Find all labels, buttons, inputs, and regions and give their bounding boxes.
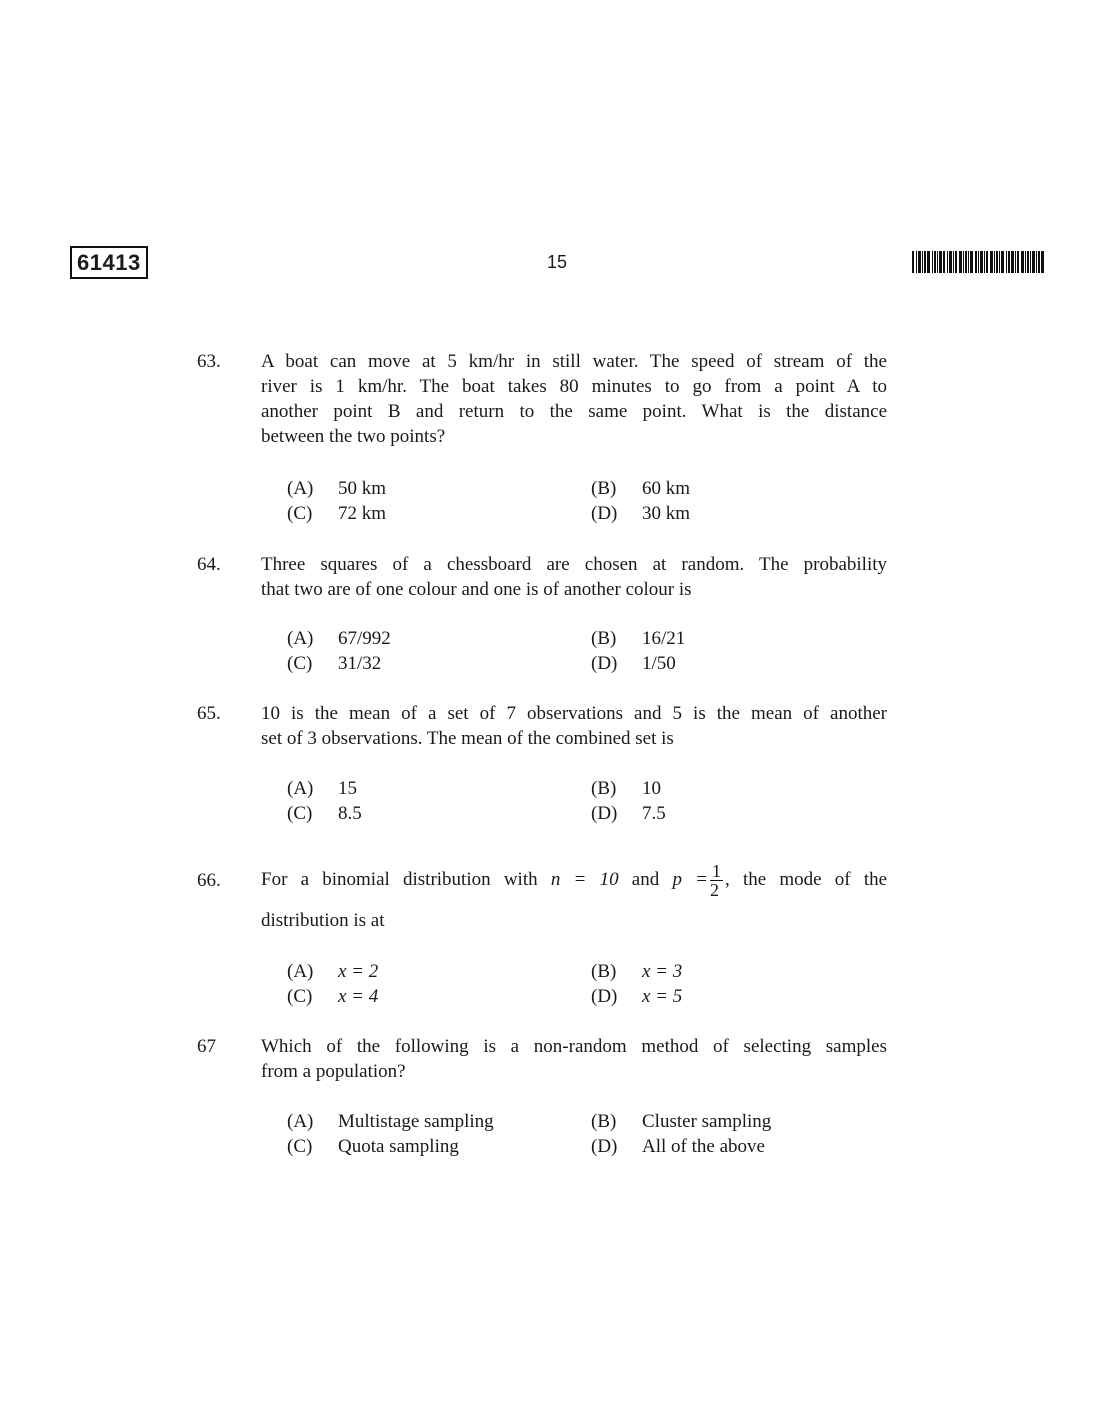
option-b [591, 626, 685, 651]
option-label: (C) [287, 803, 313, 824]
option-d [591, 984, 682, 1009]
question-text [261, 850, 887, 910]
option-label: (C) [287, 503, 313, 524]
question-text [261, 552, 887, 602]
option-label: (B) [591, 1111, 617, 1132]
option-c [287, 801, 362, 826]
option-label: (D) [591, 503, 618, 524]
option-c [287, 651, 381, 676]
question-number: 63. [197, 351, 221, 372]
option-label: (C) [287, 653, 313, 674]
paper-code-box: 61413 [70, 246, 148, 279]
question-line: A boat can move at 5 km/hr in still water. The speed of stream of the [261, 351, 887, 372]
question-line: distribution is at [261, 910, 385, 931]
option-text: x = 5 [642, 986, 683, 1007]
option-text: x = 3 [642, 961, 683, 982]
question-line: Three squares of a chessboard are chosen at random. The probability [261, 554, 887, 575]
option-label: (B) [591, 478, 617, 499]
question-line: another point B and return to the same point. What is the distance [261, 401, 887, 422]
option-label: (C) [287, 986, 313, 1007]
option-b [591, 476, 690, 501]
option-text: 67/992 [338, 628, 391, 649]
option-text: 31/32 [338, 653, 382, 674]
option-label: (C) [287, 1136, 313, 1157]
option-label: (D) [591, 803, 618, 824]
question-text [261, 1034, 887, 1084]
n-expression: n = 10 [550, 869, 619, 890]
option-a [287, 1109, 494, 1134]
option-label: (D) [591, 653, 618, 674]
option-text: Cluster sampling [642, 1111, 772, 1132]
option-text: 15 [338, 778, 357, 799]
option-b [591, 959, 682, 984]
option-text: All of the above [642, 1136, 765, 1157]
option-text: 60 km [642, 478, 691, 499]
option-a [287, 626, 391, 651]
page-number: 15 [547, 252, 568, 272]
option-text: 16/21 [642, 628, 686, 649]
option-c [287, 984, 378, 1009]
and-word: and [631, 869, 660, 890]
option-label: (A) [287, 1111, 314, 1132]
question-number: 65. [197, 703, 221, 724]
option-label: (A) [287, 961, 314, 982]
fraction-denominator: 2 [709, 880, 719, 901]
option-b [591, 776, 661, 801]
option-label: (B) [591, 778, 617, 799]
question-line [261, 850, 887, 910]
option-label: (D) [591, 986, 618, 1007]
option-c [287, 1134, 459, 1159]
option-text: 7.5 [642, 803, 666, 824]
question-number: 64. [197, 554, 221, 575]
option-label: (A) [287, 478, 314, 499]
option-c [287, 501, 386, 526]
question-text-pre: For a binomial distribution with [261, 869, 538, 890]
option-text: Multistage sampling [338, 1111, 494, 1132]
question-text [261, 701, 887, 751]
p-expression: p = [672, 869, 708, 890]
option-text: x = 4 [338, 986, 379, 1007]
question-line: Which of the following is a non-random method of selecting samples [261, 1036, 887, 1057]
question-line: between the two points? [261, 426, 446, 447]
option-a [287, 959, 378, 984]
question-line: that two are of one colour and one is of another colour is [261, 579, 692, 600]
option-d [591, 651, 676, 676]
option-label: (B) [591, 961, 617, 982]
question-line: from a population? [261, 1061, 406, 1082]
question-text-line2 [261, 908, 887, 933]
option-d [591, 501, 690, 526]
option-b [591, 1109, 771, 1134]
option-text: x = 2 [338, 961, 379, 982]
option-label: (A) [287, 628, 314, 649]
option-text: 30 km [642, 503, 691, 524]
question-line: set of 3 observations. The mean of the combined set is [261, 728, 674, 749]
barcode-image [912, 251, 1044, 273]
option-a [287, 776, 357, 801]
question-text-post: , the mode of the [724, 869, 888, 890]
option-d [591, 1134, 765, 1159]
option-label: (B) [591, 628, 617, 649]
fraction-numerator: 1 [711, 861, 721, 882]
option-d [591, 801, 666, 826]
option-text: Quota sampling [338, 1136, 459, 1157]
option-text: 1/50 [642, 653, 676, 674]
question-line: 10 is the mean of a set of 7 observations and 5 is the mean of another [261, 703, 887, 724]
question-number: 67 [197, 1036, 216, 1057]
option-a [287, 476, 386, 501]
option-label: (A) [287, 778, 314, 799]
option-text: 8.5 [338, 803, 362, 824]
question-line: river is 1 km/hr. The boat takes 80 minutes to go from a point A to [261, 376, 887, 397]
option-text: 50 km [338, 478, 387, 499]
question-number: 66. [197, 870, 221, 891]
option-text: 72 km [338, 503, 387, 524]
fraction [710, 862, 723, 899]
option-text: 10 [642, 778, 661, 799]
option-label: (D) [591, 1136, 618, 1157]
question-text [261, 349, 887, 449]
